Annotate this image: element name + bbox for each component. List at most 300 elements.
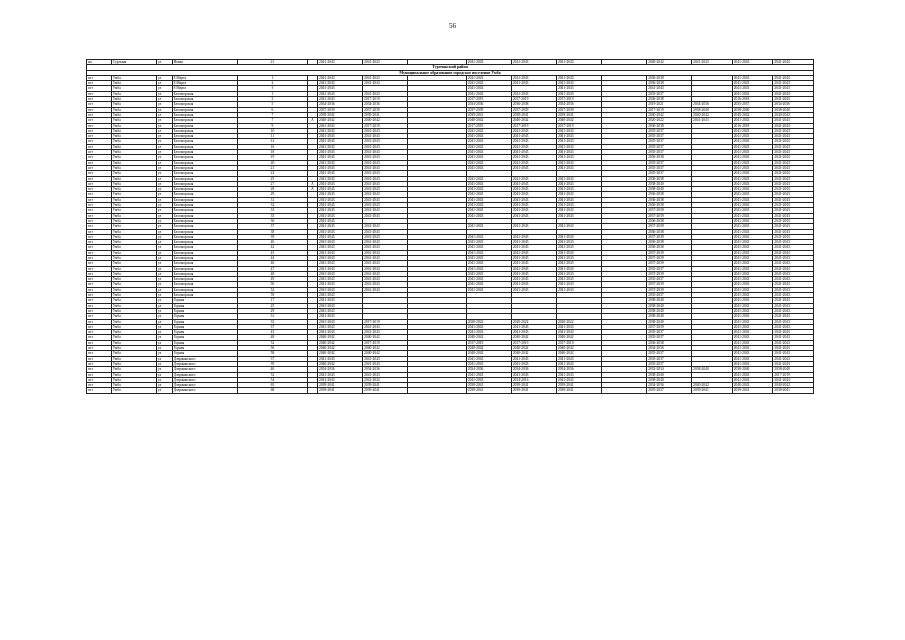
cell-street-type: ул: [156, 118, 172, 123]
cell-repair-period: 2041-2043: [556, 81, 601, 86]
table-row: [87, 388, 814, 393]
cell-repair-period: 2017-2019: [511, 340, 556, 345]
cell-repair-period: 2040-2042: [466, 346, 511, 351]
cell-repair-period: 2041-2043: [732, 340, 773, 345]
cell-house-number: 59: [238, 293, 308, 298]
cell-street-name: Дзержинского: [172, 367, 237, 372]
cell-street-type: ул: [156, 361, 172, 366]
cell-repair-period: 2041-2043: [732, 60, 773, 65]
cell-settlement-type: пгт: [87, 150, 112, 155]
cell-house-number: 38: [238, 229, 308, 234]
cell-street-type: ул: [156, 187, 172, 192]
cell-street-type: ул: [156, 91, 172, 96]
cell-settlement-type: пгт: [87, 377, 112, 382]
cell-settlement-name: Умба: [111, 319, 156, 324]
cell-settlement-name: Умба: [111, 287, 156, 292]
cell-street-name: Беломорская: [172, 150, 237, 155]
cell-repair-period: 2040-2042: [466, 351, 511, 356]
cell-street-name: Горная: [172, 346, 237, 351]
cell-repair-period: 2036-2038: [647, 203, 692, 208]
cell-repair-period: 2041-2043: [363, 155, 408, 160]
cell-street-name: Дзержинского: [172, 361, 237, 366]
cell-repair-period: 2041-2043: [466, 91, 511, 96]
cell-settlement-name: Умба: [111, 112, 156, 117]
cell-repair-period: 2041-2043: [318, 308, 363, 313]
cell-settlement-type: пгт: [87, 367, 112, 372]
cell-repair-period: 2037-2039: [647, 234, 692, 239]
cell-repair-period: 2041-2043: [556, 181, 601, 186]
cell-repair-period: 2034-2036: [466, 367, 511, 372]
cell-repair-period: 2041-2043: [466, 372, 511, 377]
cell-repair-period: 2041-2043: [556, 139, 601, 144]
cell-repair-period: 2039-2041: [363, 383, 408, 388]
cell-repair-period: 2041-2043: [363, 255, 408, 260]
cell-house-number: 7: [238, 118, 308, 123]
cell-building-letter: А: [307, 118, 317, 123]
cell-repair-period: 2017-2019: [363, 97, 408, 102]
cell-repair-period: 2041-2043: [556, 282, 601, 287]
cell-repair-period: 2041-2043: [556, 91, 601, 96]
cell-house-number: 12: [238, 139, 308, 144]
cell-repair-period: 2041-2043: [318, 224, 363, 229]
cell-repair-period: 2041-2043: [511, 213, 556, 218]
cell-repair-period: 2041-2043: [773, 91, 814, 96]
cell-street-type: ул: [156, 165, 172, 170]
cell-repair-period: 2017-2019: [556, 123, 601, 128]
cell-repair-period: 2041-2043: [466, 245, 511, 250]
cell-repair-period: 2041-2043: [773, 213, 814, 218]
cell-settlement-name: Умба: [111, 250, 156, 255]
cell-street-name: Беломорская: [172, 181, 237, 186]
cell-street-type: ул: [156, 271, 172, 276]
cell-repair-period: 2041-2043: [732, 155, 773, 160]
cell-repair-period: 2041-2043: [363, 139, 408, 144]
cell-repair-period: 2041-2043: [732, 303, 773, 308]
cell-repair-period: 2037-2039: [647, 213, 692, 218]
cell-repair-period: 2020-2022: [556, 319, 601, 324]
cell-repair-period: 2040-2042: [318, 340, 363, 345]
cell-settlement-type: пгт: [87, 303, 112, 308]
cell-repair-period: 2037-2039: [647, 282, 692, 287]
cell-repair-period: 2038-2040: [732, 367, 773, 372]
cell-repair-period: 2041-2043: [556, 197, 601, 202]
cell-repair-period: 2041-2043: [466, 240, 511, 245]
cell-repair-period: 2038-2040: [647, 377, 692, 382]
cell-repair-period: 2037-2039: [556, 107, 601, 112]
cell-repair-period: 2041-2043: [511, 155, 556, 160]
cell-settlement-name: Умба: [111, 160, 156, 165]
cell-settlement-type: пгт: [87, 107, 112, 112]
cell-repair-period: 2037-2039: [511, 107, 556, 112]
cell-repair-period: 2041-2043: [466, 361, 511, 366]
cell-street-name: Беломорская: [172, 203, 237, 208]
cell-repair-period: 2041-2043: [511, 330, 556, 335]
cell-repair-period: 2041-2043: [732, 266, 773, 271]
cell-street-name: Беломорская: [172, 197, 237, 202]
cell-street-type: ул: [156, 351, 172, 356]
cell-repair-period: 2036-2038: [647, 192, 692, 197]
cell-repair-period: 2041-2043: [363, 203, 408, 208]
cell-repair-period: 2041-2043: [511, 134, 556, 139]
cell-repair-period: 2041-2043: [773, 197, 814, 202]
cell-repair-period: 2041-2043: [318, 197, 363, 202]
cell-repair-period: 2041-2043: [773, 144, 814, 149]
cell-repair-period: 2041-2043: [732, 377, 773, 382]
cell-repair-period: 2038-2040: [647, 181, 692, 186]
capital-repair-schedule-table: [86, 59, 814, 394]
cell-settlement-name: Умба: [111, 192, 156, 197]
cell-repair-period: 2041-2043: [363, 91, 408, 96]
cell-repair-period: 2035-2037: [647, 356, 692, 361]
cell-street-type: ул: [156, 287, 172, 292]
cell-settlement-type: пгт: [87, 261, 112, 266]
cell-street-name: Горная: [172, 298, 237, 303]
cell-settlement-type: пгт: [87, 340, 112, 345]
cell-house-number: 32: [238, 203, 308, 208]
cell-repair-period: 2041-2043: [318, 81, 363, 86]
cell-repair-period: 2037-2039: [466, 107, 511, 112]
cell-repair-period: 2041-2043: [556, 324, 601, 329]
cell-repair-period: 2035-2037: [647, 293, 692, 298]
cell-house-number: 39: [238, 361, 308, 366]
cell-repair-period: 2038-2040: [647, 187, 692, 192]
cell-repair-period: 2041-2043: [363, 181, 408, 186]
cell-repair-period: 2017-2019: [556, 97, 601, 102]
cell-repair-period: 2041-2043: [363, 75, 408, 80]
cell-street-name: Беломорская: [172, 261, 237, 266]
cell-repair-period: 2041-2043: [773, 266, 814, 271]
cell-repair-period: 2041-2043: [732, 293, 773, 298]
cell-repair-period: 2041-2043: [318, 171, 363, 176]
cell-repair-period: 2040-2042: [647, 112, 692, 117]
cell-settlement-name: Умба: [111, 335, 156, 340]
cell-house-number: 36: [238, 218, 308, 223]
cell-repair-period: 2041-2043: [363, 150, 408, 155]
cell-street-name: Беломорская: [172, 128, 237, 133]
cell-repair-period: 2041-2043: [363, 287, 408, 292]
cell-street-name: Беломорская: [172, 97, 237, 102]
cell-repair-period: 2035-2037: [647, 160, 692, 165]
cell-repair-period: 2040-2042: [363, 346, 408, 351]
cell-repair-period: 2041-2043: [318, 314, 363, 319]
cell-repair-period: 2041-2043: [363, 81, 408, 86]
cell-settlement-type: пгт: [87, 176, 112, 181]
cell-repair-period: 2038-2040: [647, 319, 692, 324]
cell-repair-period: 2038-2040: [647, 298, 692, 303]
cell-house-number: 44: [238, 255, 308, 260]
cell-street-name: Беломорская: [172, 213, 237, 218]
cell-repair-period: 2038-2040: [692, 107, 733, 112]
cell-repair-period: 2038-2040: [773, 367, 814, 372]
cell-settlement-name: Умба: [111, 314, 156, 319]
cell-repair-period: 2041-2043: [732, 176, 773, 181]
cell-repair-period: 2041-2043: [773, 187, 814, 192]
cell-repair-period: 2041-2043: [363, 245, 408, 250]
cell-street-type: ул: [156, 277, 172, 282]
cell-street-type: ул: [156, 192, 172, 197]
cell-settlement-name: Умба: [111, 351, 156, 356]
cell-street-type: ул: [156, 97, 172, 102]
cell-street-name: Беломорская: [172, 192, 237, 197]
cell-repair-period: 2041-2043: [363, 208, 408, 213]
cell-settlement-name: Умба: [111, 340, 156, 345]
cell-repair-period: 2041-2043: [363, 192, 408, 197]
cell-settlement-name: Сургыня: [111, 60, 156, 65]
cell-repair-period: 2041-2043: [556, 266, 601, 271]
cell-street-type: ул: [156, 197, 172, 202]
cell-street-type: ул: [156, 150, 172, 155]
cell-street-type: ул: [156, 86, 172, 91]
cell-repair-period: 2041-2043: [556, 234, 601, 239]
cell-repair-period: 2041-2043: [318, 234, 363, 239]
cell-settlement-name: Умба: [111, 271, 156, 276]
cell-house-number: 47: [238, 266, 308, 271]
cell-settlement-name: Умба: [111, 245, 156, 250]
cell-repair-period: 2041-2043: [773, 361, 814, 366]
cell-settlement-type: пгт: [87, 75, 112, 80]
cell-repair-period: 2040-2042: [511, 335, 556, 340]
cell-repair-period: 2041-2043: [466, 356, 511, 361]
cell-repair-period: 2035-2037: [647, 134, 692, 139]
cell-repair-period: 2037-2039: [318, 107, 363, 112]
cell-repair-period: 2041-2043: [732, 218, 773, 223]
cell-repair-period: 2041-2043: [466, 266, 511, 271]
cell-repair-period: 2041-2043: [511, 139, 556, 144]
cell-settlement-type: пгт: [87, 208, 112, 213]
cell-settlement-name: Умба: [111, 377, 156, 382]
cell-settlement-type: пгт: [87, 165, 112, 170]
cell-repair-period: 2040-2042: [466, 335, 511, 340]
cell-repair-period: 2041-2043: [732, 346, 773, 351]
cell-settlement-name: Умба: [111, 388, 156, 393]
cell-street-type: ул: [156, 266, 172, 271]
cell-repair-period: 2041-2043: [318, 240, 363, 245]
cell-settlement-name: Умба: [111, 118, 156, 123]
cell-repair-period: 2041-2043: [773, 123, 814, 128]
cell-house-number: 3: [238, 86, 308, 91]
cell-repair-period: 2041-2043: [318, 303, 363, 308]
cell-house-number: 1: [238, 91, 308, 96]
cell-repair-period: 2040-2042: [466, 118, 511, 123]
cell-settlement-type: нп: [87, 60, 112, 65]
cell-repair-period: 2041-2043: [363, 224, 408, 229]
cell-street-name: Беломорская: [172, 102, 237, 107]
cell-repair-period: 2041-2043: [466, 75, 511, 80]
cell-repair-period: 2041-2043: [773, 330, 814, 335]
cell-settlement-name: Умба: [111, 261, 156, 266]
cell-repair-period: 2041-2043: [556, 255, 601, 260]
cell-settlement-type: пгт: [87, 240, 112, 245]
cell-repair-period: 2040-2042: [318, 361, 363, 366]
cell-repair-period: 2039-2041: [363, 388, 408, 393]
cell-repair-period: 2041-2043: [363, 282, 408, 287]
cell-house-number: 19: [238, 155, 308, 160]
cell-house-number: 22: [238, 171, 308, 176]
cell-repair-period: 2041-2043: [732, 319, 773, 324]
cell-street-name: Беломорская: [172, 118, 237, 123]
cell-repair-period: 2039-2041: [556, 383, 601, 388]
cell-repair-period: 2041-2043: [556, 192, 601, 197]
cell-repair-period: 2039-2041: [363, 112, 408, 117]
cell-repair-period: 2035-2037: [647, 128, 692, 133]
cell-repair-period: 2041-2043: [773, 81, 814, 86]
cell-repair-period: 2014-2016: [511, 377, 556, 382]
cell-street-type: ул: [156, 346, 172, 351]
cell-repair-period: 2041-2043: [511, 197, 556, 202]
cell-repair-period: 2040-2042: [556, 351, 601, 356]
cell-repair-period: 2041-2043: [647, 86, 692, 91]
cell-settlement-name: Умба: [111, 383, 156, 388]
cell-street-type: ул: [156, 314, 172, 319]
cell-house-number: 21: [238, 60, 308, 65]
cell-settlement-type: пгт: [87, 123, 112, 128]
cell-street-type: ул: [156, 229, 172, 234]
cell-repair-period: 2041-2043: [318, 187, 363, 192]
cell-repair-period: 2020-2022: [647, 118, 692, 123]
cell-repair-period: 2041-2043: [732, 139, 773, 144]
cell-settlement-type: пгт: [87, 308, 112, 313]
cell-repair-period: 2041-2043: [511, 250, 556, 255]
cell-repair-period: 2041-2043: [732, 277, 773, 282]
cell-repair-period: 2041-2043: [732, 150, 773, 155]
cell-settlement-name: Умба: [111, 324, 156, 329]
cell-street-type: ул: [156, 203, 172, 208]
cell-settlement-type: пгт: [87, 128, 112, 133]
cell-settlement-name: Умба: [111, 176, 156, 181]
page-number: 56: [449, 22, 456, 30]
cell-repair-period: 2034-2036: [318, 102, 363, 107]
cell-repair-period: 2041-2043: [773, 282, 814, 287]
municipality-title: Муниципальное образование городское поселение Умба: [87, 70, 814, 75]
cell-repair-period: 2041-2043: [732, 356, 773, 361]
cell-repair-period: 2041-2043: [773, 118, 814, 123]
cell-house-number: 29: [238, 192, 308, 197]
cell-repair-period: 2041-2043: [773, 97, 814, 102]
cell-repair-period: 2040-2042: [318, 346, 363, 351]
cell-repair-period: 2037-2039: [647, 271, 692, 276]
cell-settlement-type: пгт: [87, 187, 112, 192]
cell-house-number: 1: [238, 75, 308, 80]
cell-repair-period: 2041-2043: [318, 86, 363, 91]
cell-street-type: ул: [156, 261, 172, 266]
cell-repair-period: 2041-2043: [732, 250, 773, 255]
cell-street-name: Беломорская: [172, 240, 237, 245]
cell-settlement-type: пгт: [87, 155, 112, 160]
cell-street-name: Беломорская: [172, 229, 237, 234]
cell-repair-period: [602, 388, 647, 393]
cell-house-number: 16: [238, 144, 308, 149]
cell-repair-period: 2041-2043: [773, 150, 814, 155]
cell-repair-period: 2017-2019: [647, 107, 692, 112]
cell-repair-period: 2039-2041: [466, 112, 511, 117]
cell-settlement-name: Умба: [111, 361, 156, 366]
cell-street-type: ул: [156, 134, 172, 139]
cell-settlement-type: пгт: [87, 224, 112, 229]
cell-repair-period: 2035-2037: [647, 165, 692, 170]
cell-repair-period: 2041-2043: [318, 134, 363, 139]
cell-repair-period: 2041-2043: [773, 356, 814, 361]
cell-repair-period: 2041-2043: [732, 234, 773, 239]
cell-repair-period: 2041-2043: [318, 319, 363, 324]
cell-repair-period: 2041-2043: [363, 356, 408, 361]
cell-house-number: 20: [238, 160, 308, 165]
cell-street-name: Горная: [172, 340, 237, 345]
cell-repair-period: 2041-2043: [732, 255, 773, 260]
cell-settlement-type: пгт: [87, 144, 112, 149]
cell-settlement-type: пгт: [87, 134, 112, 139]
cell-house-number: 35: [238, 213, 308, 218]
cell-repair-period: 2035-2037: [647, 144, 692, 149]
cell-street-name: Беломорская: [172, 271, 237, 276]
cell-repair-period: 2041-2043: [511, 255, 556, 260]
cell-repair-period: 2041-2043: [556, 240, 601, 245]
cell-settlement-name: Умба: [111, 86, 156, 91]
cell-house-number: 37: [238, 356, 308, 361]
cell-repair-period: 2039-2041: [466, 383, 511, 388]
cell-street-type: ул: [156, 171, 172, 176]
cell-repair-period: 2039-2041: [511, 383, 556, 388]
cell-repair-period: 2041-2043: [556, 261, 601, 266]
cell-repair-period: 2041-2043: [363, 176, 408, 181]
cell-repair-period: 2041-2043: [363, 144, 408, 149]
cell-repair-period: 2041-2043: [318, 293, 363, 298]
cell-repair-period: 2041-2043: [466, 208, 511, 213]
cell-house-number: 48: [238, 271, 308, 276]
cell-repair-period: 2041-2043: [556, 245, 601, 250]
cell-repair-period: 2041-2043: [466, 192, 511, 197]
cell-repair-period: 2035-2037: [647, 361, 692, 366]
cell-settlement-type: пгт: [87, 91, 112, 96]
cell-repair-period: 2041-2043: [363, 261, 408, 266]
cell-settlement-type: пгт: [87, 245, 112, 250]
cell-repair-period: 2041-2043: [732, 144, 773, 149]
cell-repair-period: 2041-2043: [318, 97, 363, 102]
cell-street-name: Беломорская: [172, 287, 237, 292]
cell-repair-period: 2041-2043: [511, 176, 556, 181]
cell-repair-period: 2041-2043: [732, 308, 773, 313]
cell-repair-period: 2017-2019: [773, 372, 814, 377]
cell-settlement-type: пгт: [87, 171, 112, 176]
cell-repair-period: 2041-2043: [466, 255, 511, 260]
cell-repair-period: 2041-2043: [511, 261, 556, 266]
cell-settlement-name: Умба: [111, 75, 156, 80]
cell-repair-period: 2041-2043: [318, 324, 363, 329]
cell-repair-period: 2035-2037: [647, 388, 692, 393]
cell-repair-period: 2036-2038: [647, 81, 692, 86]
cell-street-type: ул: [156, 213, 172, 218]
cell-street-type: ул: [156, 144, 172, 149]
cell-house-number: 56: [238, 346, 308, 351]
cell-repair-period: 2040-2042: [692, 383, 733, 388]
cell-settlement-name: Умба: [111, 293, 156, 298]
cell-settlement-type: пгт: [87, 160, 112, 165]
cell-repair-period: 2040-2042: [647, 60, 692, 65]
cell-repair-period: 2041-2043: [511, 245, 556, 250]
cell-repair-period: 2041-2043: [318, 298, 363, 303]
cell-street-name: 8 Марта: [172, 81, 237, 86]
cell-house-number: 5: [238, 102, 308, 107]
cell-street-name: Горная: [172, 324, 237, 329]
cell-repair-period: 2041-2043: [732, 81, 773, 86]
cell-repair-period: 2041-2043: [318, 287, 363, 292]
cell-street-type: ул: [156, 112, 172, 117]
cell-house-number: 65: [238, 383, 308, 388]
cell-repair-period: 2041-2043: [556, 86, 601, 91]
cell-repair-period: 2040-2042: [511, 351, 556, 356]
cell-repair-period: 2041-2043: [556, 176, 601, 181]
cell-repair-period: 2034-2036: [692, 102, 733, 107]
cell-repair-period: 2041-2043: [363, 165, 408, 170]
